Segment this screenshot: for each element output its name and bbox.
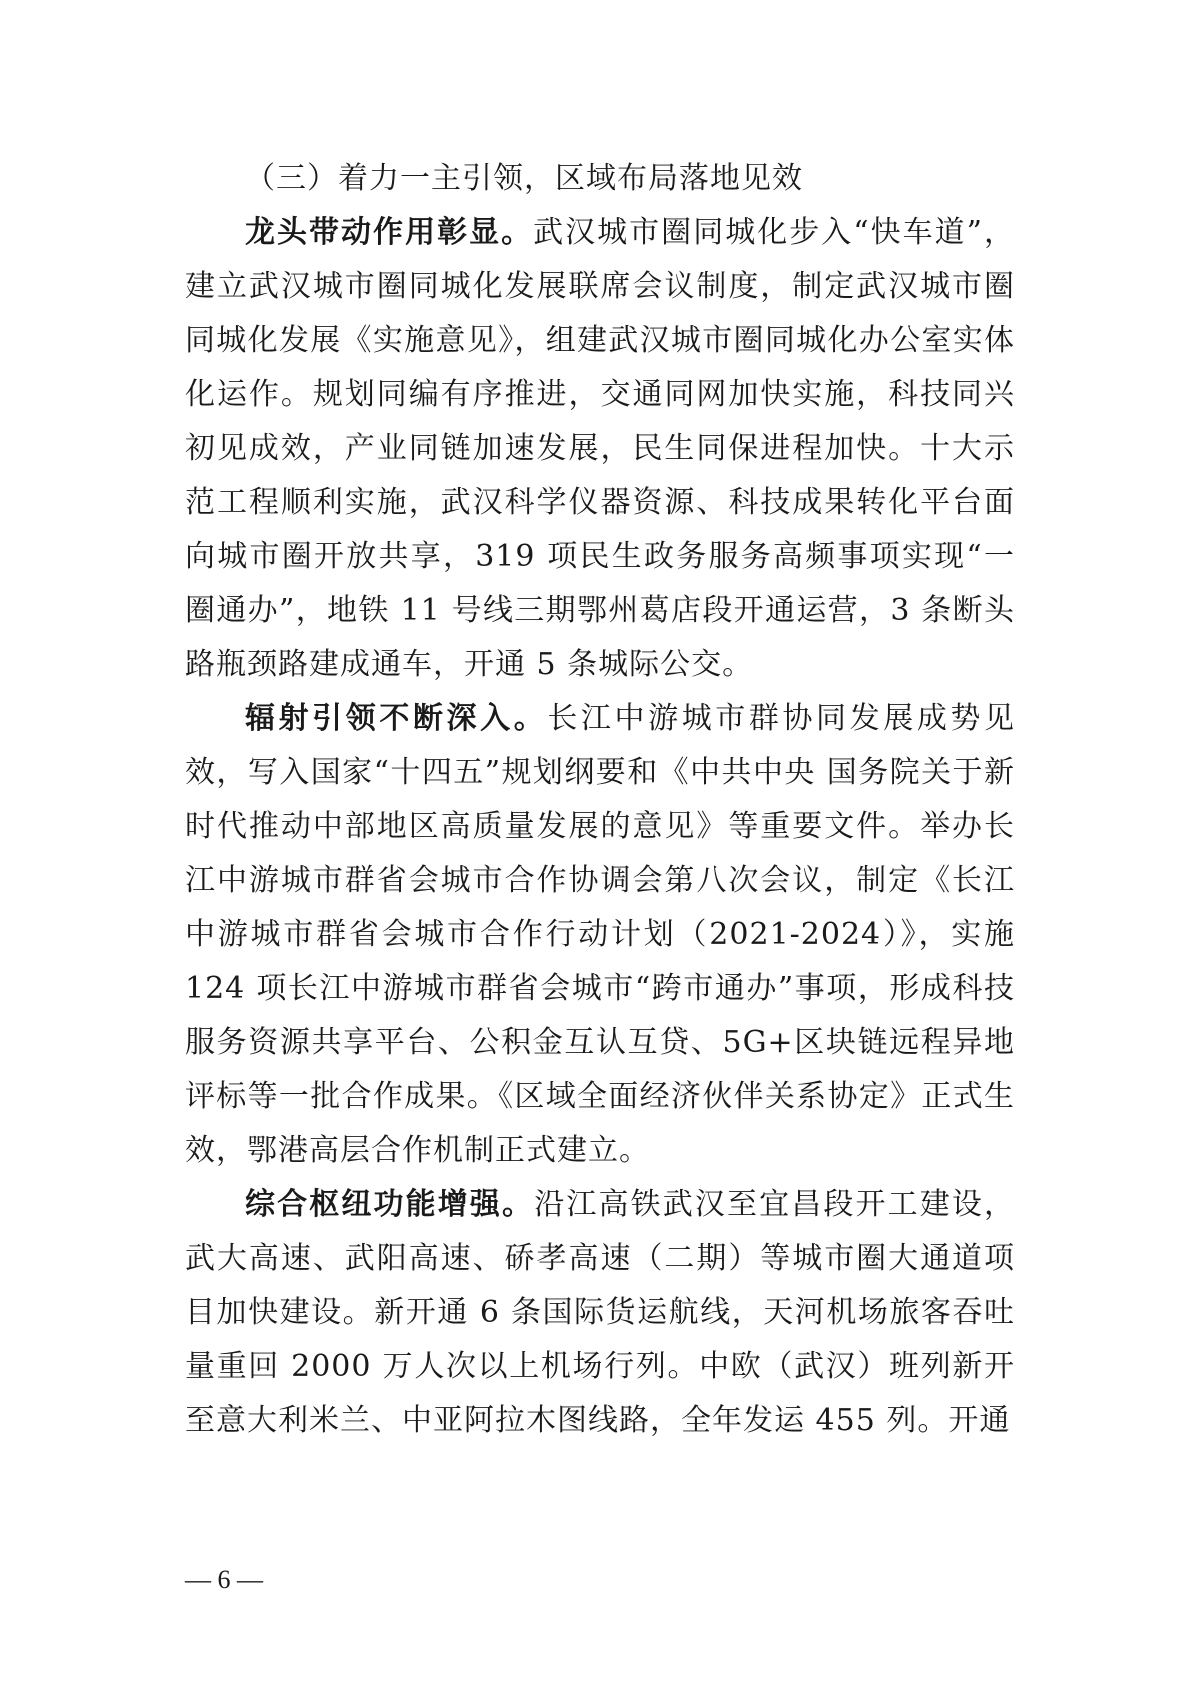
paragraph-lead: 龙头带动作用彰显。 [245,215,534,250]
paragraph-body: 武汉城市圈同城化步入“快车道”，建立武汉城市圈同城化发展联席会议制度，制定武汉城市圈同城化发展《实施意见》，组建武汉城市圈同城化办公室实体化运作。规划同编有序推进，交通同网加快实施，科技同兴初见成效，产业同链加速发展，民生同保进程加快。十大示范工程顺利实施，武汉科学仪器资源、科技成果转化平台面向城市圈开放共享，319 项民生政务服务高频事项实现“一圈通办”，地铁 11 号线三期鄂州葛店段开通运营，3 条断头路瓶颈路建成通车，开通 5 条城际公交。 [185,215,1015,682]
paragraph-1 [185,206,1015,692]
page-content [185,152,1015,1448]
paragraph-2 [185,692,1015,1178]
paragraph-body: 沿江高铁武汉至宜昌段开工建设，武大高速、武阳高速、硚孝高速（二期）等城市圈大通道项目加快建设。新开通 6 条国际货运航线，天河机场旅客吞吐量重回 2000 万人次以上机场行列。中欧（武汉）班列新开至意大利米兰、中亚阿拉木图线路，全年发运 455 列。开通 [185,1187,1016,1438]
section-heading: （三）着力一主引领，区域布局落地见效 [245,161,803,196]
paragraph-lead: 综合枢纽功能增强。 [245,1187,535,1222]
paragraph-body: 长江中游城市群协同发展成势见效，写入国家“十四五”规划纲要和《中共中央 国务院关于新时代推动中部地区高质量发展的意见》等重要文件。举办长江中游城市群省会城市合作协调会第八次会议，制定《长江中游城市群省会城市合作行动计划（2021-2024）》，实施 124 项长江中游城市群省会城市“跨市通办”事项，形成科技服务资源共享平台、公积金互认互贷、5G+区块链远程异地评标等一批合作成果。《区域全面经济伙伴关系协定》正式生效，鄂港高层合作机制正式建立。 [185,701,1016,1168]
paragraph-lead: 辐射引领不断深入。 [245,701,548,736]
page-number: — 6 — [185,1565,263,1594]
paragraph-3 [185,1178,1015,1448]
